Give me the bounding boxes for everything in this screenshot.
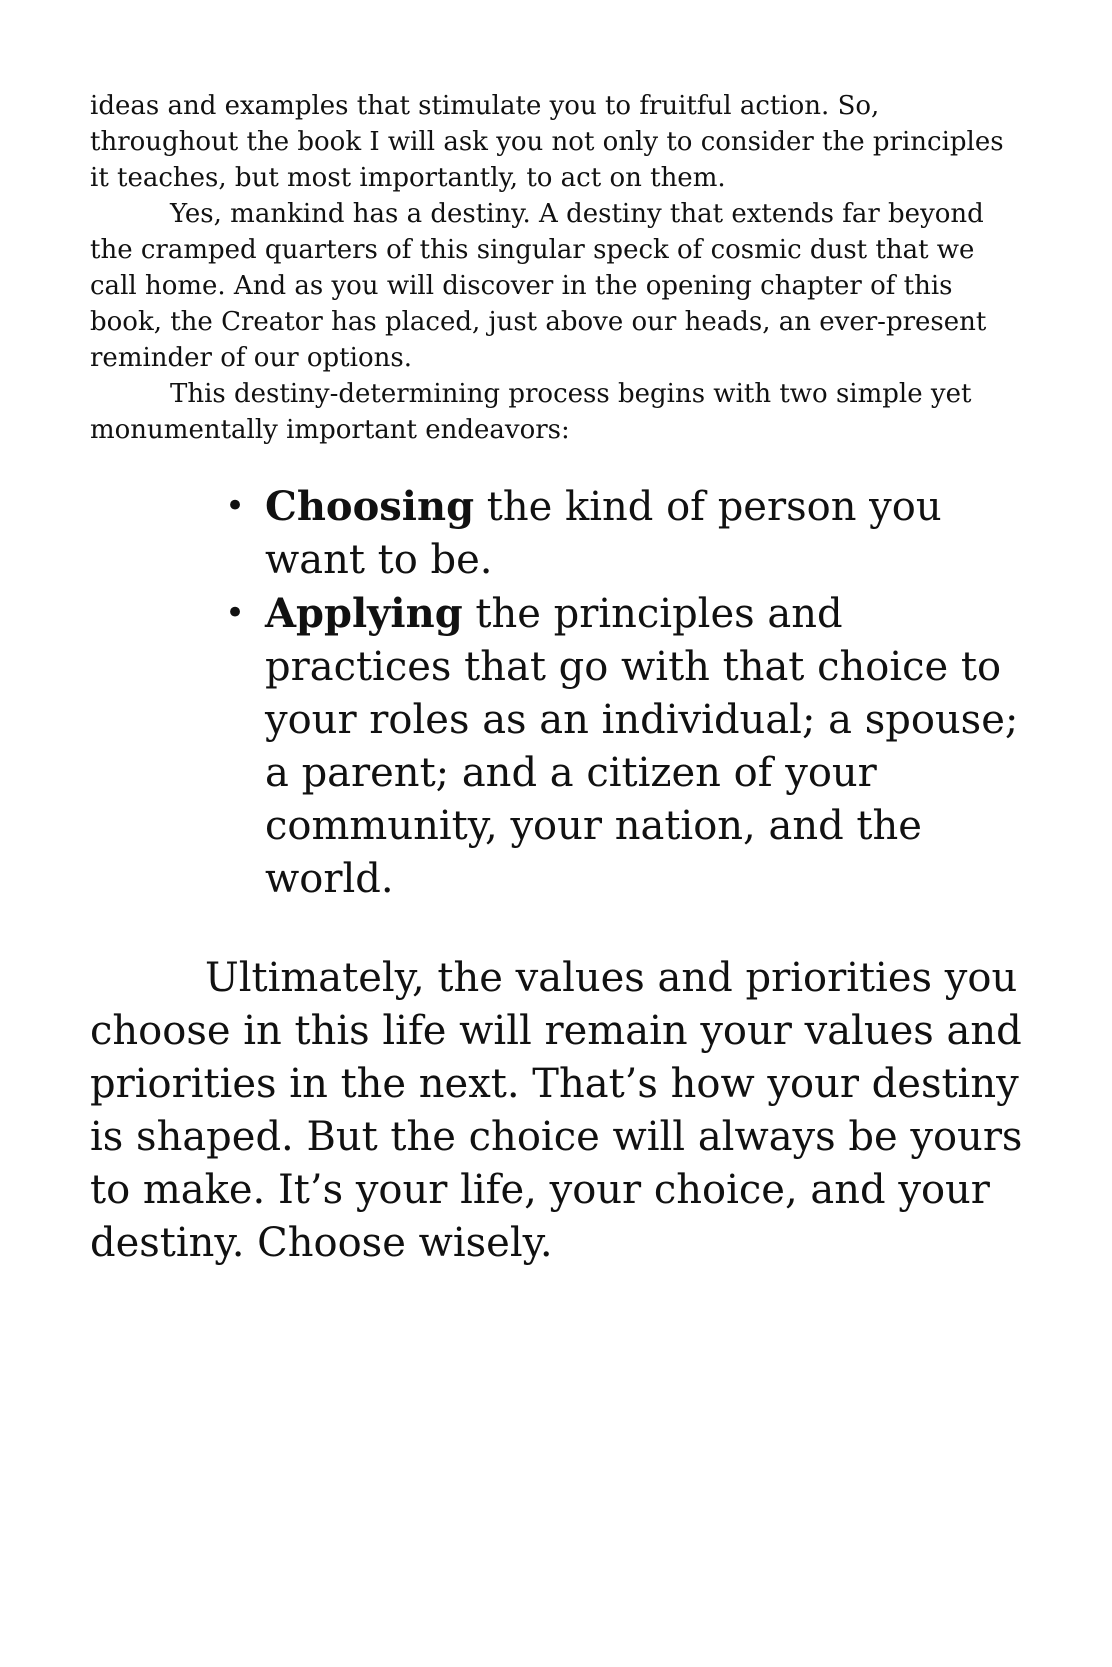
list-item-applying bbox=[225, 587, 1025, 906]
paragraph-continuation: ideas and examples that stimulate you to fruitful action. So, throughout the book I will ask you not only to consider the principles it teaches, but most importantly, to act on them. bbox=[90, 91, 1004, 193]
book-page bbox=[90, 88, 1025, 1270]
bullet-text: the kind of person you want to be. bbox=[265, 484, 942, 583]
closing-paragraph: Ultimately, the values and priorities you choose in this life will remain your values and priorities in the next. That’s how your destiny is shaped. But the choice will always be yours to make. It’s your life, your choice, and your destiny. Choose wisely. bbox=[90, 955, 1023, 1266]
paragraph-destiny: Yes, mankind has a destiny. A destiny that extends far beyond the cramped quarters of this singular speck of cosmic dust that we call home. And as you will discover in the opening chapter of this book, the Creator has placed, just above our heads, an ever-present reminder of our options. bbox=[90, 199, 987, 373]
bullet-icon: • bbox=[225, 486, 246, 526]
paragraph-process: This destiny-determining process begins with two simple yet monumentally important endeavors: bbox=[90, 379, 972, 445]
bullet-bold-term: Applying bbox=[265, 590, 463, 637]
bullet-icon: • bbox=[225, 593, 246, 633]
bullet-text: the principles and practices that go with that choice to your roles as an individual; a spouse; a parent; and a citizen of your community, your nation, and the world. bbox=[265, 591, 1019, 902]
endeavors-list bbox=[90, 480, 1025, 906]
list-item-choosing bbox=[225, 480, 1025, 587]
bullet-bold-term: Choosing bbox=[265, 483, 475, 530]
